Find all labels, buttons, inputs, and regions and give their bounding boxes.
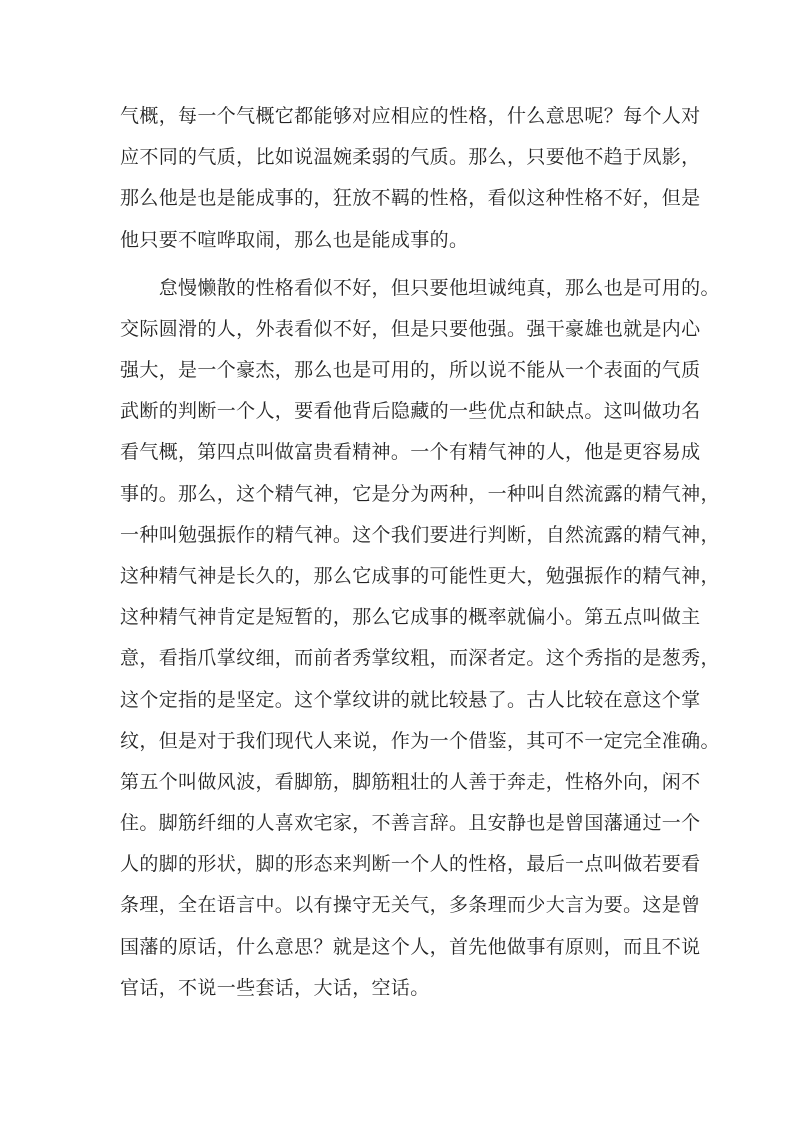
text-line: 国藩的原话，什么意思？就是这个人，首先他做事有原则，而且不说 [120, 936, 701, 958]
text-line: 人的脚的形状，脚的形态来判断一个人的性格，最后一点叫做若要看 [120, 853, 701, 875]
text-line: 交际圆滑的人，外表看似不好，但是只要他强。强干豪雄也就是内心 [120, 318, 701, 340]
text-line: 意，看指爪掌纹细，而前者秀掌纹粗，而深者定。这个秀指的是葱秀， [120, 647, 720, 669]
text-line: 应不同的气质，比如说温婉柔弱的气质。那么，只要他不趋于凤影， [120, 146, 701, 168]
text-line: 武断的判断一个人，要看他背后隐藏的一些优点和缺点。这叫做功名 [120, 400, 701, 422]
text-line: 一种叫勉强振作的精气神。这个我们要进行判断，自然流露的精气神， [120, 524, 720, 546]
text-line: 事的。那么，这个精气神，它是分为两种，一种叫自然流露的精气神， [120, 483, 720, 505]
text-line: 这个定指的是坚定。这个掌纹讲的就比较悬了。古人比较在意这个掌 [120, 689, 701, 711]
text-line: 那么他是也是能成事的，狂放不羁的性格，看似这种性格不好，但是 [120, 187, 701, 209]
text-line: 气概，每一个气概它都能够对应相应的性格，什么意思呢？每个人对 [120, 105, 701, 127]
text-line: 住。脚筋纤细的人喜欢宅家，不善言辞。且安静也是曾国藩通过一个 [120, 812, 701, 834]
text-line: 他只要不喧哗取闹，那么也是能成事的。 [120, 229, 469, 251]
text-line: 第五个叫做风波，看脚筋，脚筋粗壮的人善于奔走，性格外向，闲不 [120, 771, 701, 793]
text-line: 官话，不说一些套话，大话，空话。 [120, 977, 430, 999]
text-line: 这种精气神肯定是短暂的，那么它成事的概率就偏小。第五点叫做主 [120, 606, 701, 628]
text-line: 这种精气神是长久的，那么它成事的可能性更大，勉强振作的精气神， [120, 565, 720, 587]
text-line: 条理，全在语言中。以有操守无关气，多条理而少大言为要。这是曾 [120, 894, 701, 916]
text-line: 看气概，第四点叫做富贵看精神。一个有精气神的人，他是更容易成 [120, 441, 701, 463]
text-line: 纹，但是对于我们现代人来说，作为一个借鉴，其可不一定完全准确。 [120, 730, 720, 752]
text-line: 怠慢懒散的性格看似不好，但只要他坦诚纯真，那么也是可用的。 [120, 277, 720, 299]
text-line: 强大，是一个豪杰，那么也是可用的，所以说不能从一个表面的气质 [120, 359, 701, 381]
